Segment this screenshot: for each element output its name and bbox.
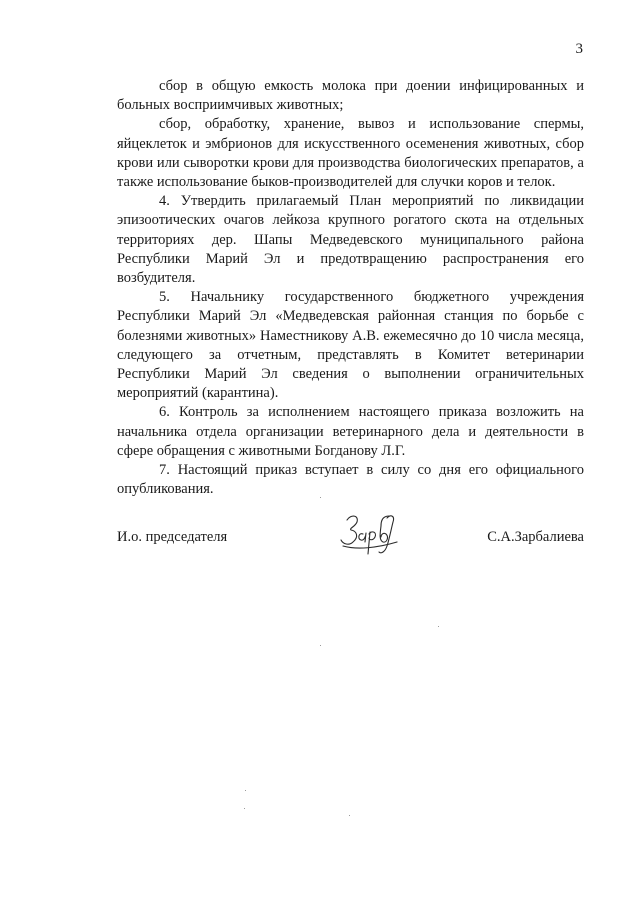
- paragraph-item-7: 7. Настоящий приказ вступает в силу со дня его официального опубликования.: [117, 462, 584, 498]
- document-body: [117, 77, 584, 499]
- scan-speck: [438, 626, 439, 627]
- paragraph-collection-milk: сбор в общую емкость молока при доении инфицированных и больных восприимчивых животных;: [117, 78, 584, 114]
- paragraph-item-6: 6. Контроль за исполнением настоящего приказа возложить на начальника отдела организации ветеринарного дела и деятельности в сфере обращения с животными Богданову Л.Г.: [117, 404, 584, 459]
- scan-speck: [320, 645, 321, 646]
- scan-speck: [320, 497, 321, 498]
- signatory-position: И.о. председателя: [117, 529, 228, 545]
- handwritten-signature-icon: [337, 506, 403, 560]
- paragraph-item-4: 4. Утвердить прилагаемый План мероприятий по ликвидации эпизоотических очагов лейкоза крупного рогатого скота на отдельных территориях дер. Шапы Медведевского муниципального района Республики Марий Эл и предотвращению распространения его возбудителя.: [117, 193, 584, 287]
- paragraph-collection-sperm: сбор, обработку, хранение, вывоз и использование спермы, яйцеклеток и эмбрионов для искусственного осеменения животных, сбор крови или сыворотки крови для производства биологических препаратов, а также использование быков-производителей для случки коров и телок.: [117, 116, 584, 191]
- scan-speck: [244, 808, 245, 809]
- signature-block: [117, 518, 584, 568]
- signatory-name: С.А.Зарбалиева: [487, 529, 584, 545]
- scan-speck: [245, 790, 246, 791]
- scan-speck: [349, 815, 350, 816]
- page-number: 3: [575, 41, 583, 57]
- paragraph-item-5: 5. Начальнику государственного бюджетного учреждения Республики Марий Эл «Медведевская районная станция по борьбе с болезнями животных» Наместникову А.В. ежемесячно до 10 числа месяца, следующего за отчетным, представлять в Комитет ветеринарии Республики Марий Эл сведения о выполнении ограничительных мероприятий (карантина).: [117, 289, 584, 402]
